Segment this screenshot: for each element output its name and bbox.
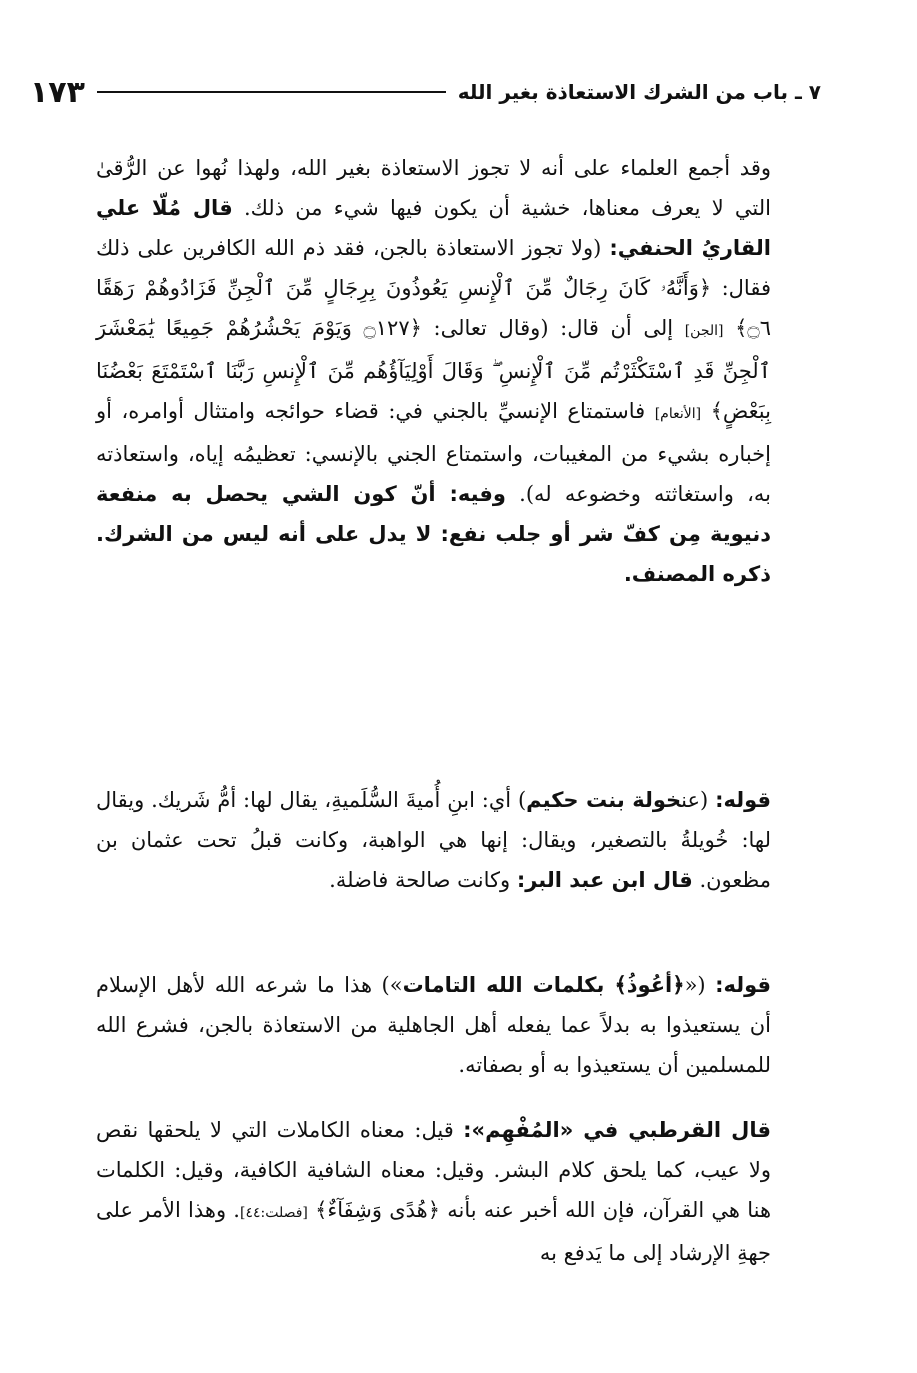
surah-reference: [فصلت:٤٤] — [239, 1205, 308, 1221]
quran-verse: ﴿وَأَنَّهُۥ كَانَ رِجَالٌ مِّنَ ٱلْإِنسِ يَعُوذُونَ بِرِجَالٍ مِّنَ ٱلْجِنِّ فَزَادُوهُمْ رَهَقًا ۝٦﴾ — [96, 276, 771, 340]
paragraph-qurtubi — [96, 1110, 817, 1273]
lead-word: قوله: — [715, 973, 771, 997]
paragraph-text: وقد أجمع العلماء على أنه لا تجوز الاستعاذة بغير الله، ولهذا نُهوا عن الرُّقىٰ التي لا يعرف معناها، خشية أن يكون فيها شيء من ذلك. قال مُلّا علي القاريُ الحنفي: (ولا تجوز الاستعاذة بالجن، فقد ذم الله الكافرين على ذلك فقال: ﴿وَأَنَّهُۥ كَانَ رِجَالٌ مِّنَ ٱلْإِنسِ يَعُوذُونَ بِرِجَالٍ مِّنَ ٱلْجِنِّ فَزَادُوهُمْ رَهَقًا ۝٦﴾ [الجن] إلى أن قال: (وقال تعالى: ﴿۝١٢٧ وَيَوْمَ يَحْشُرُهُمْ جَمِيعًا يَٰمَعْشَرَ ٱلْجِنِّ قَدِ ٱسْتَكْثَرْتُم مِّنَ ٱلْإِنسِ ۖ وَقَالَ أَوْلِيَآؤُهُم مِّنَ ٱلْإِنسِ رَبَّنَا ٱسْتَمْتَعَ بَعْضُنَا بِبَعْضٍ﴾ [الأنعام] فاستمتاع الإنسيِّ بالجني في: قضاء حوائجه وامتثال أوامره، أو إخباره بشيء من المغيبات، واستمتاع الجني بالإنسي: تعظيمُه إياه، واستعاذته به، واستغاثته وخضوعه له). وفيه: أنّ كون الشي يحصل به منفعة دنيوية مِن كفّ شر أو جلب نفع: لا يدل على أنه ليس من الشرك. ذكره المصنف. — [96, 156, 771, 586]
lead-word: قوله: — [715, 788, 771, 812]
hadith-text: ﴿أعُوذُ﴾ بكلمات الله التامات — [402, 973, 685, 997]
conclusion-text: وفيه: أنّ كون الشي يحصل به منفعة دنيوية مِن كفّ شر أو جلب نفع: لا يدل على أنه ليس من الشرك. ذكره المصنف. — [96, 482, 771, 586]
scholar-name: قال ابن عبد البر: — [516, 868, 693, 892]
narrator-name: خولة بنت حكيم — [526, 788, 682, 812]
scholar-name: قال القرطبي في «المُفْهِم»: — [463, 1118, 771, 1142]
paragraph-khawla — [96, 780, 817, 900]
page-header — [30, 72, 821, 112]
header-rule — [97, 91, 446, 93]
paragraph-text: قوله: (عنخولة بنت حكيم) أي: ابنِ أُميةَ السُّلَميةِ، يقال لها: أمُّ شَريك. ويقال لها: خُويلةُ بالتصغير، ويقال: إنها هي الواهبة، وكانت قبلُ تحت عثمان بن مظعون. قال ابن عبد البر: وكانت صالحة فاضلة. — [96, 788, 771, 892]
paragraph-consensus — [96, 148, 817, 594]
paragraph-text: قال القرطبي في «المُفْهِم»: قيل: معناه الكاملات التي لا يلحقها نقص ولا عيب، كما يلحق كلام البشر. وقيل: معناه الشافية الكافية، وقيل: الكلمات هنا هي القرآن، فإن الله أخبر عنه بأنه ﴿هُدًى وَشِفَآءٌ﴾ [فصلت:٤٤]. وهذا الأمر على جهةِ الإرشاد إلى ما يَدفع به — [96, 1118, 772, 1265]
quran-verse: ﴿۝١٢٧ وَيَوْمَ يَحْشُرُهُمْ جَمِيعًا يَٰمَعْشَرَ ٱلْجِنِّ قَدِ ٱسْتَكْثَرْتُم مِّنَ ٱلْإِنسِ ۖ وَقَالَ أَوْلِيَآؤُهُم مِّنَ ٱلْإِنسِ رَبَّنَا ٱسْتَمْتَعَ بَعْضُنَا بِبَعْضٍ﴾ — [96, 316, 771, 423]
surah-reference: [الجن] — [684, 323, 724, 339]
surah-reference: [الأنعام] — [654, 406, 702, 422]
scholar-name: قال مُلّا علي القاريُ الحنفي: — [96, 196, 771, 260]
quran-verse: ﴿هُدًى وَشِفَآءٌ﴾ — [315, 1198, 441, 1222]
chapter-title: ٧ ـ باب من الشرك الاستعاذة بغير الله — [457, 80, 821, 104]
paragraph-kalimat — [96, 965, 817, 1085]
page-number: ١٧٣ — [30, 74, 85, 110]
paragraph-text: قوله: («﴿أعُوذُ﴾ بكلمات الله التامات») هذا ما شرعه الله لأهل الإسلام أن يستعيذوا به بدلاً عما يفعله أهل الجاهلية من الاستعاذة بالجن، فشرع الله للمسلمين أن يستعيذوا به أو بصفاته. — [96, 973, 771, 1077]
